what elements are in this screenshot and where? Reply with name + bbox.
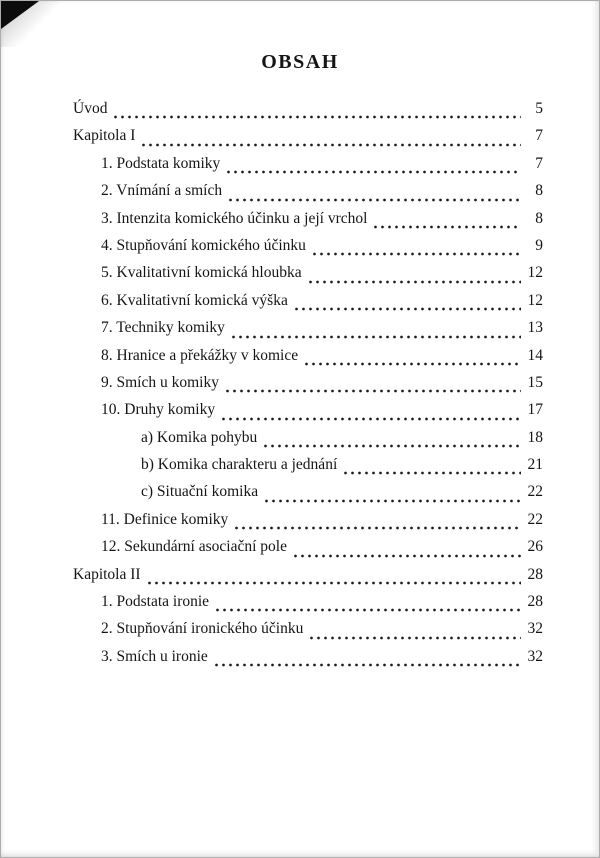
toc-entry-page: 17 [527,401,543,419]
toc-entry [73,483,543,510]
dot-leader [227,182,521,209]
dot-leader [140,127,521,154]
toc-entry [73,648,543,675]
toc-entry [73,374,543,401]
dot-leader [224,374,521,401]
toc-entry-label: 11. Definice komiky [101,510,229,528]
toc-entry-page: 15 [527,373,543,391]
toc-entry [73,264,543,291]
toc-entry [73,292,543,319]
toc-entry-page: 12 [527,291,543,309]
toc-entry-label: Kapitola II [73,565,141,583]
toc-entry-page: 21 [527,456,543,474]
toc-entry [73,237,543,264]
dot-leader [293,292,521,319]
toc-entry-page: 28 [527,565,543,583]
toc-entry-page: 32 [527,620,543,638]
dot-leader [220,401,521,428]
toc-entry-page: 8 [535,209,543,227]
toc-entry-label: 4. Stupňování komického účinku [101,236,306,254]
toc-entry [73,456,543,483]
toc-entry [73,127,543,154]
dot-leader [263,483,521,510]
dot-leader [146,566,521,593]
toc-entry-page: 7 [535,154,543,172]
toc-entry [73,347,543,374]
dot-leader [233,511,521,538]
toc-entry-label: 3. Smích u ironie [101,647,208,665]
toc-entry-page: 5 [535,100,543,117]
dot-leader [112,100,521,127]
dot-leader [292,538,521,565]
toc-entry-label: 6. Kvalitativní komická výška [101,291,288,309]
toc-entry-label: 12. Sekundární asociační pole [101,538,287,556]
toc-entry-page: 8 [535,182,543,200]
toc-entry [73,155,543,182]
toc-list [73,100,543,675]
toc-entry-page: 32 [527,647,543,665]
toc-entry [73,100,543,127]
toc-entry [73,593,543,620]
toc-entry-label: 5. Kvalitativní komická hloubka [101,264,302,282]
toc-entry-label: 2. Stupňování ironického účinku [101,620,304,638]
toc-entry [73,566,543,593]
toc-entry-label: a) Komika pohybu [141,428,258,446]
dot-leader [311,237,521,264]
toc-entry [73,511,543,538]
toc-entry-page: 26 [527,538,543,556]
toc-entry-page: 12 [527,264,543,282]
toc-entry-page: 7 [535,127,543,145]
dot-leader [225,155,521,182]
dot-leader [230,319,521,346]
toc-entry-label: Úvod [73,100,108,117]
toc-entry-page: 22 [527,510,543,528]
toc-entry-label: 2. Vnímání a smích [101,182,223,200]
dot-leader [342,456,521,483]
toc-entry-label: c) Situační komika [141,483,259,501]
toc-entry [73,620,543,647]
toc-entry-label: Kapitola I [73,127,136,145]
toc-entry-page: 28 [527,593,543,611]
toc-entry-page: 22 [527,483,543,501]
toc-entry-label: 1. Podstata ironie [101,593,210,611]
toc-entry-label: b) Komika charakteru a jednání [141,456,338,474]
toc-entry [73,429,543,456]
toc-entry [73,401,543,428]
toc-entry [73,538,543,565]
toc-entry-label: 10. Druhy komiky [101,401,216,419]
toc-entry-page: 18 [527,428,543,446]
toc-title: OBSAH [261,51,339,73]
dot-leader [214,593,521,620]
toc-entry-label: 9. Smích u komiky [101,373,219,391]
toc-entry [73,319,543,346]
toc-entry-label: 7. Techniky komiky [101,319,225,337]
dot-leader [213,648,521,675]
toc-entry-label: 8. Hranice a překážky v komice [101,346,299,364]
toc-entry-page: 9 [535,236,543,254]
dot-leader [372,210,521,237]
dot-leader [308,620,521,647]
toc-entry-page: 14 [527,346,543,364]
scan-corner-artifact [1,1,39,29]
toc-entry [73,210,543,237]
toc-entry-label: 3. Intenzita komického účinku a její vrchol [101,209,368,227]
dot-leader [303,347,521,374]
toc-entry [73,182,543,209]
dot-leader [262,429,521,456]
toc-entry-label: 1. Podstata komiky [101,154,221,172]
dot-leader [307,264,521,291]
toc-entry-page: 13 [527,319,543,337]
